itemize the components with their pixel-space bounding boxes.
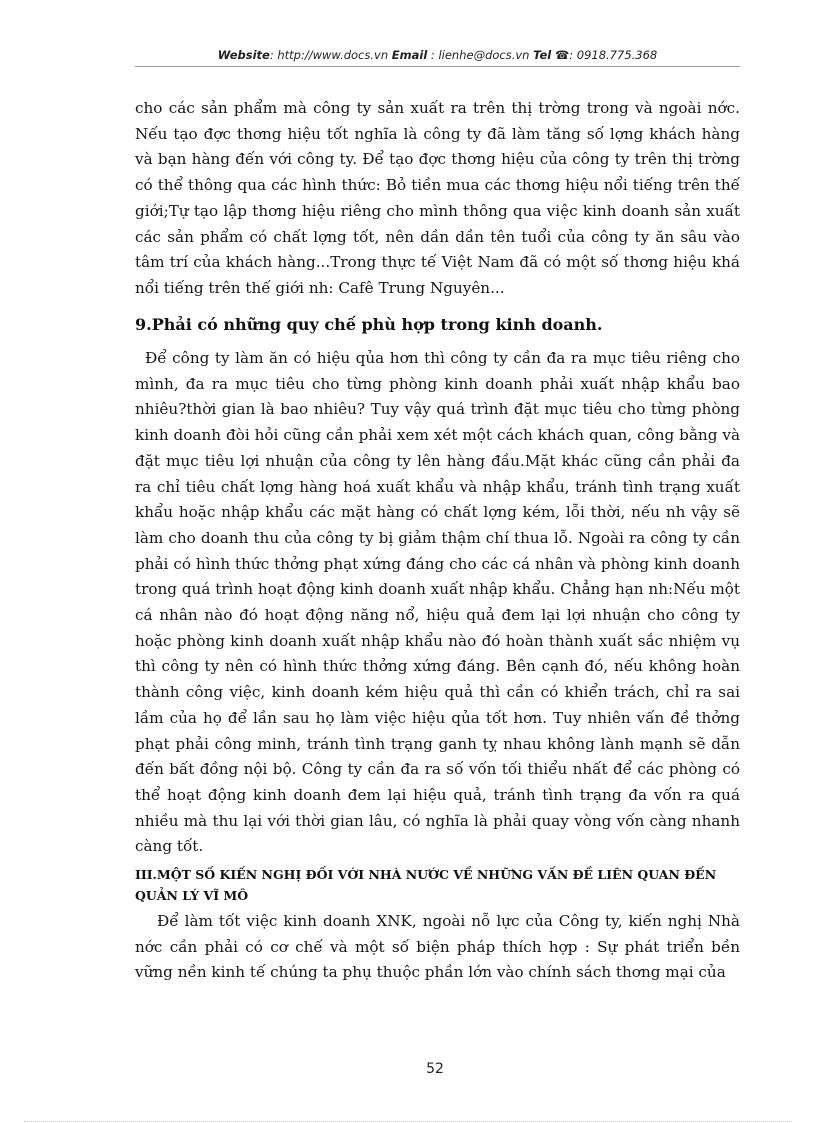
paragraph-2: Để công ty làm ăn có hiệu qủa hơn thì công ty cần đa ra mục tiêu riêng cho mình, đa ra mục tiêu cho từng phòng kinh doanh phải xuất nhập khẩu bao nhiêu?thời gian là bao nhiêu? Tuy vậy quá trình đặt mục tiêu cho từng phòng kinh doanh đòi hỏi cũng cần phải xem xét một cách khách quan, công bằng và đặt mục tiêu lợi nhuận của công ty lên hàng đầu.Mặt khác cũng cần phải đa ra chỉ tiêu chất lợng hàng hoá xuất khẩu và nhập khẩu, tránh tình trạng xuất khẩu hoặc nhập khẩu các mặt hàng có chất lợng kém, lỗi thời, nếu nh vậy sẽ làm cho doanh thu của công ty bị giảm thậm chí thua lỗ. Ngoài ra công ty cần phải có hình thức thởng phạt xứng đáng cho các cá nhân và phòng kinh doanh trong quá trình hoạt động kinh doanh xuất nhập khẩu. Chẳng hạn nh:Nếu một cá nhân nào đó hoạt động năng nổ, hiệu quả đem lại lợi nhuận cho công ty hoặc phòng kinh doanh xuất nhập khẩu nào đó hoàn thành xuất sắc nhiệm vụ thì công ty nên có hình thức thởng xứng đáng. Bên cạnh đó, nếu không hoàn thành công việc, kinh doanh kém hiệu quả thì cần có khiển trách, chỉ ra sai lầm của họ để lần sau họ làm việc hiệu qủa tốt hơn. Tuy nhiên vấn đề thởng phạt phải công minh, tránh tình trạng ganh tỵ nhau không lành mạnh sẽ dẫn đến bất đồng nội bộ. Công ty cần đa ra số vốn tối thiểu nhất để các phòng có thể hoạt động kinh doanh đem lại hiệu quả, tránh tình trạng đa vốn ra quá nhiều mà thu lại với thời gian lâu, có nghĩa là phải quay vòng vốn càng nhanh càng tốt.: [135, 349, 740, 856]
paragraph-1: cho các sản phẩm mà công ty sản xuất ra trên thị trờng trong và ngoài nớc. Nếu tạo đợc thơng hiệu tốt nghĩa là công ty đã làm tăng số lợng khách hàng và bạn hàng đến với công ty. Để tạo đợc thơng hiệu của công ty trên thị trờng có thể thông qua các hình thức: Bỏ tiền mua các thơng hiệu nổi tiếng trên thế giới;Tự tạo lập thơng hiệu riêng cho mình thông qua việc kinh doanh sản xuất các sản phẩm có chất lợng tốt, nên dần dần tên tuổi của công ty ăn sâu vào tâm trí của khách hàng...Trong thực tế Việt Nam đã có một số thơng hiệu khá nổi tiếng trên thế giới nh: Cafê Trung Nguyên...: [135, 99, 740, 297]
paragraph-3: Để làm tốt việc kinh doanh XNK, ngoài nỗ lực của Công ty, kiến nghị Nhà nớc cần phải có cơ chế và một số biện pháp thích hợp : Sự phát triển bền vững nền kinh tế chúng ta phụ thuộc phần lớn vào chính sách thơng mại của: [135, 912, 740, 982]
section-heading-9: 9.Phải có những quy chế phù hợp trong kinh doanh.: [135, 315, 603, 334]
page-number: 52: [426, 1061, 444, 1077]
section-heading-III: III.MỘT SỐ KIẾN NGHỊ ĐỐI VỚI NHÀ NƯỚC VỀ NHỮNG VẤN ĐỀ LIÊN QUAN ĐẾN QUẢN LÝ VĨ MÔ: [135, 867, 717, 903]
tel-label: Tel: [533, 48, 552, 62]
website-value: : http://www.docs.vn: [269, 48, 389, 62]
email-value: : lienhe@docs.vn: [430, 48, 530, 62]
tel-value: : 0918.775.368: [569, 48, 658, 62]
page-header: [135, 48, 740, 62]
header-divider: [135, 66, 740, 67]
email-label: Email: [391, 48, 428, 62]
website-label: Website: [217, 48, 270, 62]
phone-icon: ☎: [554, 48, 570, 62]
footer-divider: [24, 1121, 792, 1122]
